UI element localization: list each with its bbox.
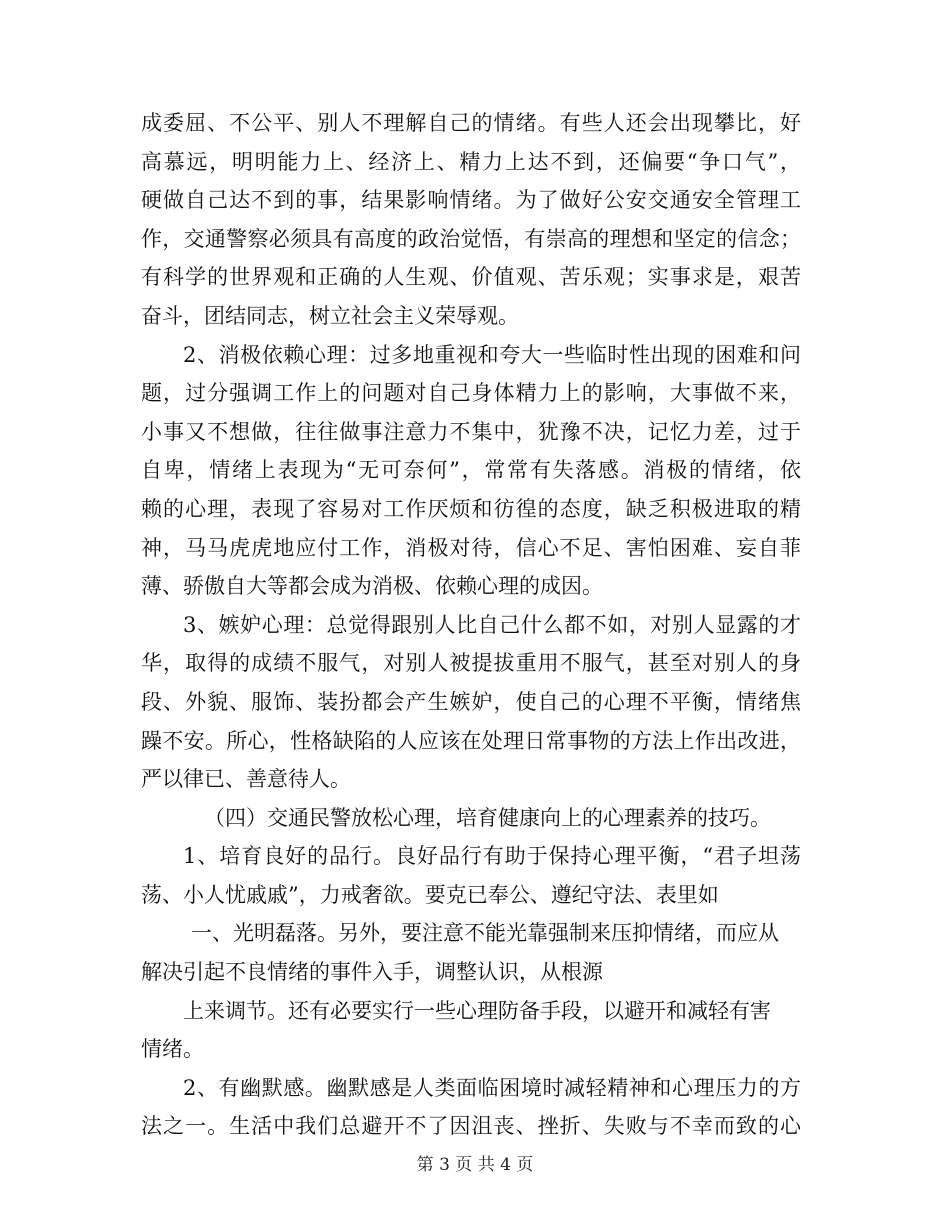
text-line: 高慕远，明明能力上、经济上、精力上达不到，还偏要“争口气”， xyxy=(141,149,801,174)
text-line: 1、培育良好的品行。良好品行有助于保持心理平衡，“君子坦荡 xyxy=(183,844,801,869)
text-line: 奋斗，团结同志，树立社会主义荣辱观。 xyxy=(141,303,519,328)
text-line: 神，马马虎虎地应付工作，消极对待，信心不足、害怕困难、妄自菲 xyxy=(141,535,801,560)
text-line: 2、有幽默感。幽默感是人类面临困境时减轻精神和心理压力的方 xyxy=(183,1075,801,1100)
text-line: 小事又不想做，往往做事注意力不集中，犹豫不决，记忆力差，过于 xyxy=(141,419,801,444)
text-line: 严以律已、善意待人。 xyxy=(141,767,351,792)
text-line: 作，交通警察必须具有高度的政治觉悟，有崇高的理想和坚定的信念； xyxy=(141,226,801,251)
text-line: 一、光明磊落。另外，要注意不能光靠强制来压抑情绪，而应从 xyxy=(191,921,779,946)
text-line: 自卑，情绪上表现为“无可奈何”，常常有失落感。消极的情绪，依 xyxy=(141,458,801,483)
text-line: 荡、小人忧戚戚”，力戒奢欲。要克已奉公、遵纪守法、表里如 xyxy=(141,882,719,907)
text-line: 法之一。生活中我们总避开不了因沮丧、挫折、失败与不幸而致的心 xyxy=(141,1114,801,1139)
text-line: 2、消极依赖心理：过多地重视和夸大一些临时性出现的困难和问 xyxy=(183,342,801,367)
text-line: 上来调节。还有必要实行一些心理防备手段，以避开和减轻有害 xyxy=(183,998,771,1023)
text-line: 段、外貌、服饰、装扮都会产生嫉妒，使自己的心理不平衡，情绪焦 xyxy=(141,689,801,714)
text-line: 薄、骄傲自大等都会成为消极、依赖心理的成因。 xyxy=(141,574,603,599)
document-body xyxy=(141,104,801,1146)
text-line: 3、嫉妒心理：总觉得跟别人比自己什么都不如，对别人显露的才 xyxy=(183,612,801,637)
text-line: 华，取得的成绩不服气，对别人被提拔重用不服气，甚至对别人的身 xyxy=(141,651,801,676)
text-line: 解决引起不良情绪的事件入手，调整认识，从根源 xyxy=(141,960,603,985)
text-line: 赖的心理，表现了容易对工作厌烦和彷徨的态度，缺乏积极进取的精 xyxy=(141,496,801,521)
text-line: 硬做自己达不到的事，结果影响情绪。为了做好公安交通安全管理工 xyxy=(141,188,801,213)
text-line: 情绪。 xyxy=(141,1037,204,1062)
text-line: 躁不安。所心，性格缺陷的人应该在处理日常事物的方法上作出改进， xyxy=(141,728,801,753)
section-heading: （四）交通民警放松心理，培育健康向上的心理素养的技巧。 xyxy=(204,805,771,830)
text-line: 成委屈、不公平、别人不理解自己的情绪。有些人还会出现攀比，好 xyxy=(141,111,801,135)
text-line: 题，过分强调工作上的问题对自己身体精力上的影响，大事做不来， xyxy=(141,381,801,406)
page-number: 第 3 页 共 4 页 xyxy=(416,1155,534,1175)
text-line: 有科学的世界观和正确的人生观、价值观、苦乐观；实事求是，艰苦 xyxy=(141,265,801,290)
